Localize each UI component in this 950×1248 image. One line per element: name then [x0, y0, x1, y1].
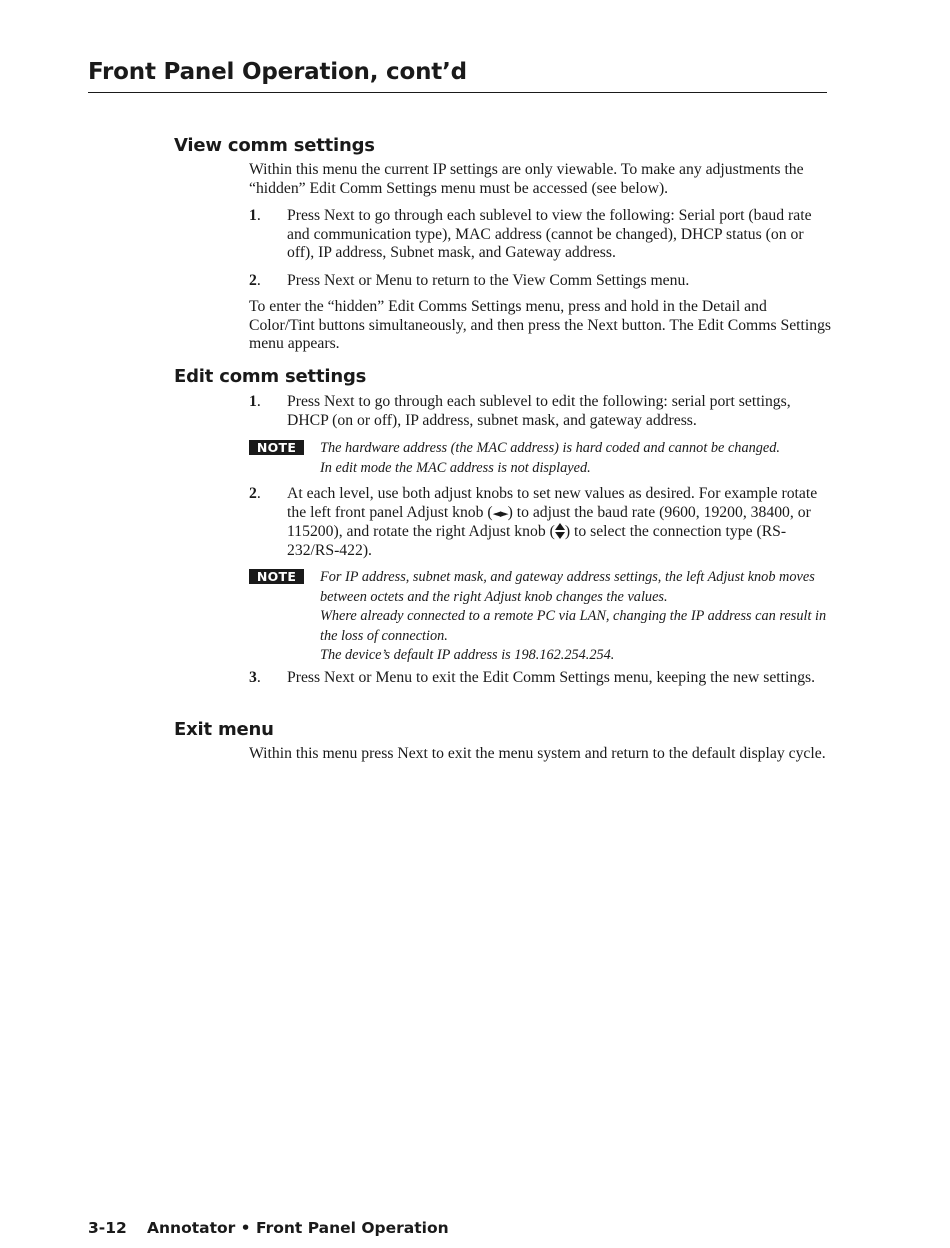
up-down-triangle-icon: [555, 523, 565, 539]
step-text: Press Next to go through each sublevel to edit the following: serial port settings, DHCP (on or off), IP address, subnet mask, and gateway address.: [287, 393, 791, 429]
step-text-part: ) to select the connection type (RS-232/RS-422).: [287, 523, 787, 560]
section-heading-view-comm: View comm settings: [174, 135, 375, 156]
note-line: The hardware address (the MAC address) is hard coded and cannot be changed.: [320, 440, 780, 456]
step-number: 1.: [249, 393, 261, 410]
section-heading-exit-menu: Exit menu: [174, 719, 274, 740]
note-paragraph: The device’s default IP address is 198.162.254.254.: [320, 647, 615, 663]
step-number: 2.: [249, 272, 261, 289]
step-text-part: At each level, use both adjust knobs to set new values as desired. For example rotate the left front panel Adjust knob (: [287, 485, 818, 521]
step-number: 1.: [249, 207, 261, 224]
step-text: Press Next or Menu to exit the Edit Comm Settings menu, keeping the new settings.: [287, 669, 816, 686]
note-text: [320, 568, 830, 666]
view-comm-outro: To enter the “hidden” Edit Comms Settings menu, press and hold in the Detail and Color/Tint buttons simultaneously, and then press the Next button. The Edit Comms Settings menu appears.: [249, 298, 832, 353]
left-right-triangle-icon: ◄►: [492, 506, 508, 520]
note-badge: NOTE: [249, 569, 304, 584]
note-paragraph: Where already connected to a remote PC via LAN, changing the IP address can result in the loss of connection.: [320, 608, 827, 644]
step-number: 3.: [249, 669, 261, 686]
footer-title: Annotator • Front Panel Operation: [147, 1219, 449, 1237]
note-text: [320, 439, 830, 478]
step-text: Press Next to go through each sublevel to view the following: Serial port (baud rate and communication type), MAC address (cannot be changed), DHCP status (on or off), IP address, Subnet mask, and Gateway address.: [287, 207, 812, 262]
section-heading-edit-comm: Edit comm settings: [174, 366, 367, 387]
step-text: [287, 485, 834, 561]
step-text: Press Next or Menu to return to the View Comm Settings menu.: [287, 272, 690, 289]
footer-page-number: 3-12: [88, 1219, 127, 1237]
note-line: In edit mode the MAC address is not displayed.: [320, 459, 591, 476]
view-comm-intro: Within this menu the current IP settings are only viewable. To make any adjustments the “hidden” Edit Comm Settings menu must be accessed (see below).: [249, 161, 804, 197]
exit-menu-text: Within this menu press Next to exit the menu system and return to the default display cycle.: [249, 745, 826, 762]
page-footer: [88, 1219, 449, 1237]
page-title: Front Panel Operation, cont’d: [88, 59, 467, 85]
note-paragraph: For IP address, subnet mask, and gateway address settings, the left Adjust knob moves between octets and the right Adjust knob changes the values.: [320, 569, 815, 605]
note-badge: NOTE: [249, 440, 304, 455]
title-rule: [88, 92, 827, 93]
step-number: 2.: [249, 485, 261, 502]
step-text-part: ) to adjust the baud rate (9600, 19200, 38400, or 115200), and rotate the right Adjust knob (: [287, 503, 811, 541]
